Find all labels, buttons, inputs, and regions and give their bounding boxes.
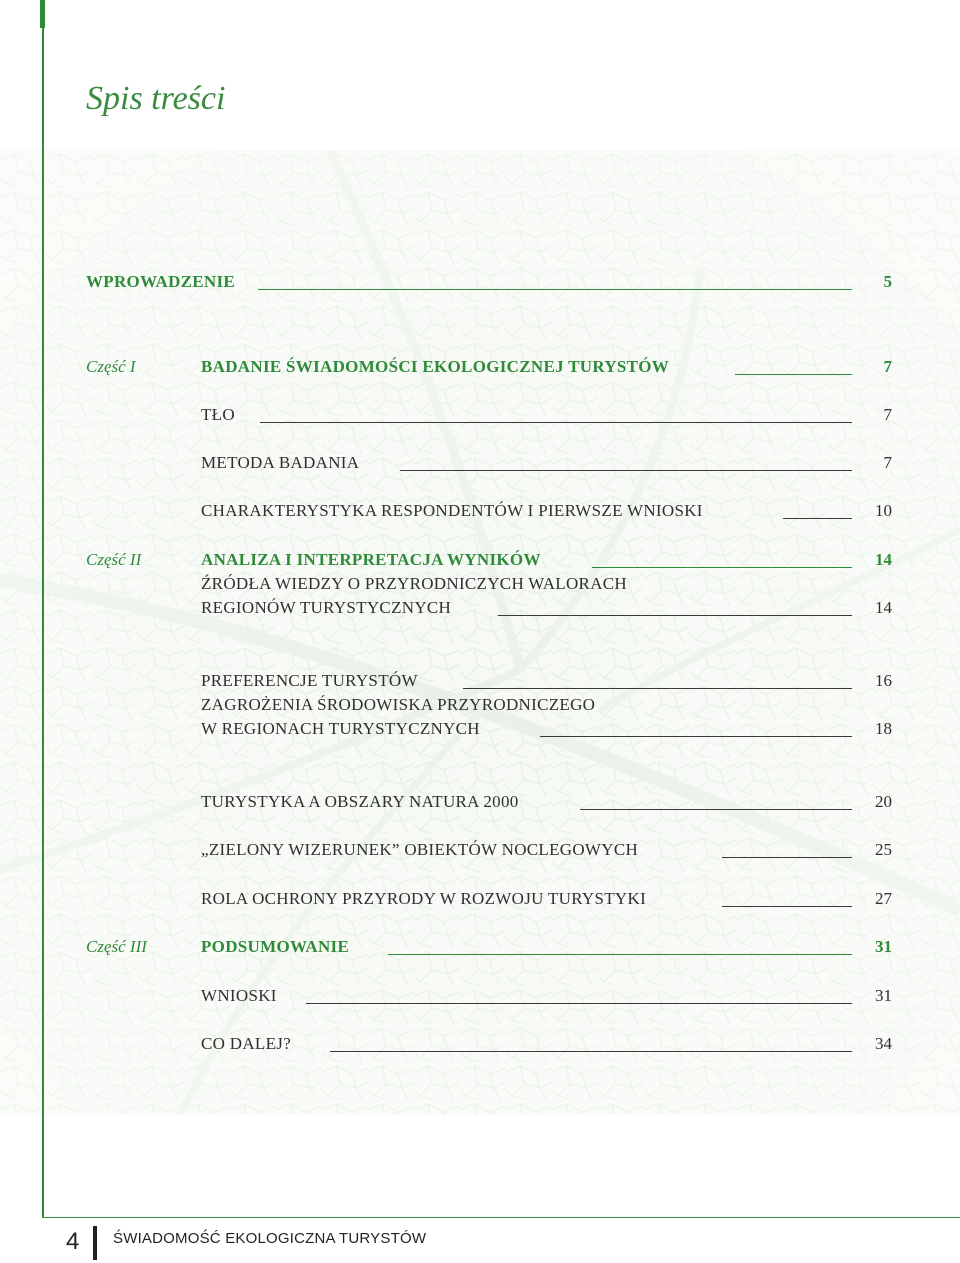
toc-leader-line <box>258 289 852 290</box>
toc-entry-title <box>201 693 851 741</box>
toc-entry-title <box>86 270 736 294</box>
toc-part-label: Część III <box>86 937 147 956</box>
toc-page-number: 7 <box>883 405 892 424</box>
toc-entry-title-line: PREFERENCJE TURYSTÓW <box>201 671 418 690</box>
toc-entry-title-line: CHARAKTERYSTYKA RESPONDENTÓW I PIERWSZE WNIOSKI <box>201 501 703 520</box>
toc-entry-title <box>201 887 851 911</box>
toc-leader-line <box>498 615 852 616</box>
toc-entry-title <box>201 572 851 620</box>
toc-page-number: 10 <box>875 501 892 520</box>
toc-leader-line <box>592 567 852 568</box>
toc-part-label: Część I <box>86 357 136 376</box>
toc-entry-title-line: ZAGROŻENIA ŚRODOWISKA PRZYRODNICZEGO <box>201 695 596 714</box>
toc-page-number: 16 <box>875 671 892 690</box>
toc-part-label: Część II <box>86 550 142 569</box>
toc-entry-title <box>201 499 851 523</box>
toc-entry-title-line: W REGIONACH TURYSTYCZNYCH <box>201 719 480 738</box>
toc-leader-line <box>722 906 852 907</box>
toc-entry-title <box>201 451 851 475</box>
toc-entry[interactable] <box>86 451 892 475</box>
toc-leader-line <box>540 736 852 737</box>
toc-entry[interactable] <box>86 1032 892 1056</box>
toc-page-number: 5 <box>883 272 892 291</box>
toc-leader-line <box>783 518 852 519</box>
toc-page-number: 20 <box>875 792 892 811</box>
toc-entry-title <box>201 403 851 427</box>
footer-page-number: 4 <box>66 1228 80 1255</box>
toc-entry[interactable] <box>86 669 892 693</box>
toc-leader-line <box>580 809 852 810</box>
toc-entry[interactable] <box>86 935 892 959</box>
toc-entry-title-line: TURYSTYKA A OBSZARY NATURA 2000 <box>201 792 519 811</box>
toc-entry-title <box>201 984 851 1008</box>
toc-entry-title <box>201 355 851 379</box>
toc-page-number: 31 <box>875 937 892 956</box>
toc-entry-title-line: WNIOSKI <box>201 986 277 1005</box>
toc-leader-line <box>388 954 852 955</box>
toc-leader-line <box>306 1003 852 1004</box>
toc-entry-title-line: „ZIELONY WIZERUNEK” OBIEKTÓW NOCLEGOWYCH <box>201 840 639 859</box>
toc-page-number: 14 <box>875 598 892 617</box>
toc-entry-title-line: ROLA OCHRONY PRZYRODY W ROZWOJU TURYSTYKI <box>201 889 647 908</box>
toc-entry-title-line: METODA BADANIA <box>201 453 360 472</box>
toc-page-number: 7 <box>883 357 892 376</box>
toc-entry[interactable] <box>86 887 892 911</box>
toc-entry[interactable] <box>86 984 892 1008</box>
toc-leader-line <box>260 422 852 423</box>
toc-entry-title <box>201 548 851 572</box>
toc-page-number: 34 <box>875 1034 892 1053</box>
toc-entry[interactable] <box>86 548 892 572</box>
toc-entry[interactable] <box>86 270 892 294</box>
toc-entry-title-line: WPROWADZENIE <box>86 272 236 291</box>
toc-entry[interactable] <box>86 572 892 620</box>
toc-entry-title-line: CO DALEJ? <box>201 1034 292 1053</box>
toc-page-number: 14 <box>875 550 892 569</box>
toc-leader-line <box>400 470 852 471</box>
toc-entry[interactable] <box>86 693 892 741</box>
toc-leader-line <box>330 1051 852 1052</box>
toc-entry-title <box>201 935 851 959</box>
toc-entry[interactable] <box>86 403 892 427</box>
toc-page-number: 18 <box>875 719 892 738</box>
toc-entry-title-line: ANALIZA I INTERPRETACJA WYNIKÓW <box>201 550 541 569</box>
toc-entry-title-line: ŹRÓDŁA WIEDZY O PRZYRODNICZYCH WALORACH <box>201 574 627 593</box>
toc-page-number: 25 <box>875 840 892 859</box>
toc-page-number: 27 <box>875 889 892 908</box>
toc-page-number: 7 <box>883 453 892 472</box>
toc-entry[interactable] <box>86 790 892 814</box>
toc-entry[interactable] <box>86 838 892 862</box>
toc-entry-title-line: REGIONÓW TURYSTYCZNYCH <box>201 598 452 617</box>
footer-running-title: ŚWIADOMOŚĆ EKOLOGICZNA TURYSTÓW <box>113 1230 427 1247</box>
toc-leader-line <box>722 857 852 858</box>
toc-leader-line <box>735 374 852 375</box>
toc-entry-title-line: TŁO <box>201 405 235 424</box>
toc-entry-title <box>201 669 851 693</box>
toc-entry[interactable] <box>86 355 892 379</box>
toc-entry-title <box>201 1032 851 1056</box>
toc-entry[interactable] <box>86 499 892 523</box>
footer-separator-bar <box>93 1226 97 1260</box>
toc-entry-title-line: PODSUMOWANIE <box>201 937 350 956</box>
toc-entry-title <box>201 790 851 814</box>
page-title: Spis treści <box>86 80 226 117</box>
toc-entry-title <box>201 838 851 862</box>
toc-page-number: 31 <box>875 986 892 1005</box>
toc-entry-title-line: BADANIE ŚWIADOMOŚCI EKOLOGICZNEJ TURYSTÓW <box>201 357 670 376</box>
toc-leader-line <box>463 688 852 689</box>
